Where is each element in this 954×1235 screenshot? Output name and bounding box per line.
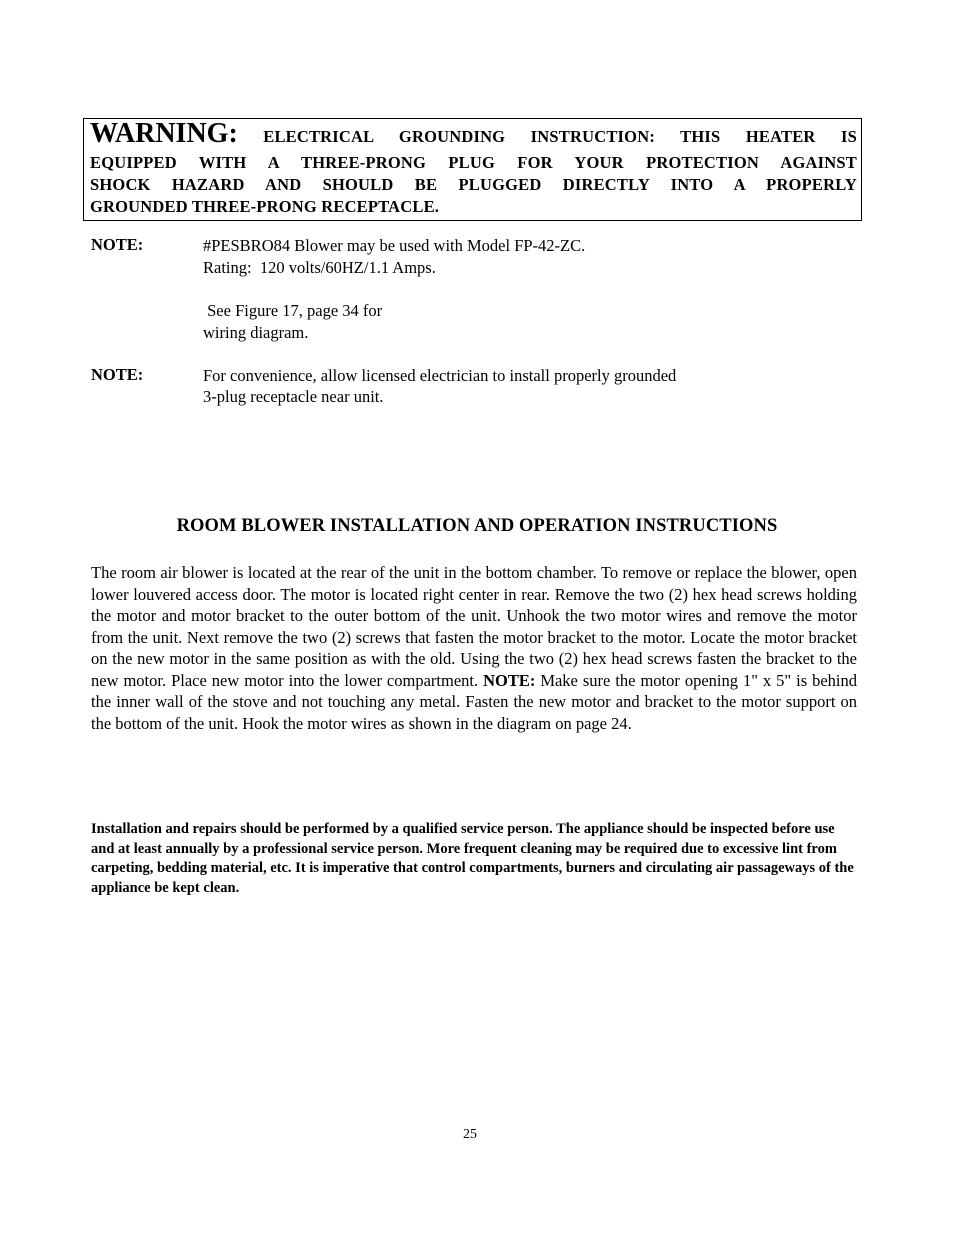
page-number: 25 — [463, 1127, 477, 1142]
paragraph-text-1: The room air blower is located at the rear of the unit in the bottom chamber. To remove or replace the blower, open lower louvered access door. The motor is located right center in rear. Remove the two (2) hex head screws holding the motor and motor bracket to the outer bottom of the unit. Unhook the two motor wires and remove the motor from the unit. Next remove the two (2) screws that fasten the motor bracket to the motor. Locate the motor bracket on the new motor in the same position as with the old. Using the two (2) hex head screws fasten the bracket to the new motor. Place new motor into the lower compartment. — [91, 563, 857, 690]
paragraph-text-2: Make sure the motor opening 1" x 5" is behind the inner wall of the stove and not touching any metal. Fasten the new motor and bracket to the motor support on the bottom of the unit. Hook the motor wires as shown in the diagram on page 24. — [91, 670, 857, 733]
warning-line-2: EQUIPPED WITH A THREE-PRONG PLUG FOR YOUR PROTECTION AGAINST — [90, 153, 857, 172]
warning-line-3: SHOCK HAZARD AND SHOULD BE PLUGGED DIRECTLY INTO A PROPERLY — [90, 175, 857, 194]
inline-note-label: NOTE: — [483, 670, 536, 690]
warning-box — [83, 118, 862, 221]
note-1-line-4: wiring diagram. — [203, 323, 309, 342]
note-1-line-1: #PESBRO84 Blower may be used with Model FP-42-ZC. — [203, 236, 586, 255]
service-notice: Installation and repairs should be performed by a qualified service person. The appliance should be inspected before use and at least annually by a professional service person. More frequent cleaning may be required due to excessive lint from carpeting, bedding material, etc. It is imperative that control compartments, burners and circulating air passageways of the appliance be kept clean. — [91, 821, 854, 897]
warning-title: WARNING: — [90, 118, 238, 149]
blower-instructions-paragraph — [91, 562, 857, 734]
note-2-line-2: 3-plug receptacle near unit. — [203, 387, 384, 406]
note-1-line-3: See Figure 17, page 34 for — [203, 301, 383, 320]
note-2-line-1: For convenience, allow licensed electrician to install properly grounded — [203, 366, 677, 385]
note-label-1: NOTE: — [91, 235, 144, 254]
note-1-line-2: Rating: 120 volts/60HZ/1.1 Amps. — [203, 258, 436, 277]
warning-text-1: ELECTRICAL GROUNDING INSTRUCTION: THIS HEATER IS — [263, 127, 857, 146]
warning-line-1 — [90, 119, 857, 152]
warning-line-4: GROUNDED THREE-PRONG RECEPTACLE. — [90, 197, 440, 216]
section-heading: ROOM BLOWER INSTALLATION AND OPERATION INSTRUCTIONS — [176, 516, 778, 536]
note-label-2: NOTE: — [91, 365, 144, 384]
